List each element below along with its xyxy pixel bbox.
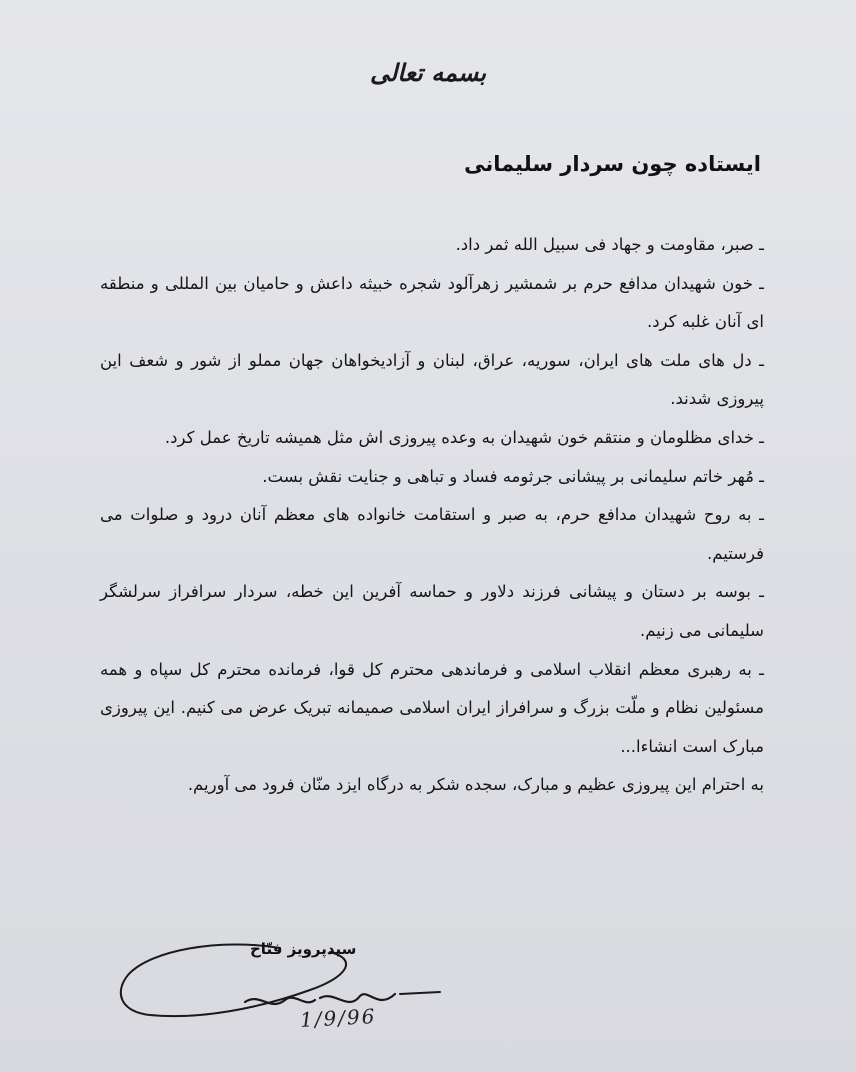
paragraph: ـ به روح شهیدان مدافع حرم، به صبر و استقامت خانواده های معظم آنان درود و صلوات می فرستیم. [100,505,764,563]
paragraph: به احترام این پیروزی عظیم و مبارک، سجده شکر به درگاه ایزد منّان فرود می آوریم. [187,775,764,795]
document-title: ایستاده چون سردار سلیمانی [464,152,761,176]
signature-date: 1/9/96 [299,1004,377,1032]
signer-name: سیدپرویز فتّاح [250,940,357,958]
paragraph: ـ دل های ملت های ایران، سوریه، عراق، لبنان و آزادیخواهان جهان مملو از شور و شعف این پیروزی شدند. [100,350,764,409]
paragraph: ـ مُهر خاتم سلیمانی بر پیشانی جرثومه فساد و تباهی و جنایت نقش بست. [262,466,764,486]
paragraph: ـ به رهبری معظم انقلاب اسلامی و فرماندهی محترم کل قوا، فرمانده محترم کل سپاه و همه مسئولین نظام و ملّت بزرگ و سرافراز ایران اسلامی صمیمانه تبریک عرض می کنیم. این پیروزی مبارک است انشاءا... [100,659,764,756]
paragraph: ـ صبر، مقاومت و جهاد فی سبیل الله ثمر داد. [455,235,764,254]
paragraph: ـ خدای مظلومان و منتقم خون شهیدان به وعده پیروزی اش مثل همیشه تاریخ عمل کرد. [164,427,764,447]
document-body [100,226,764,805]
paragraph: ـ بوسه بر دستان و پیشانی فرزند دلاور و حماسه آفرین این خطه، سردار سرافراز سرلشگر سلیمانی می زنیم. [100,582,764,640]
paragraph: ـ خون شهیدان مدافع حرم بر شمشیر زهرآلود شجره خبیثه داعش و حامیان بین المللی و منطقه ای آنان غلبه کرد. [100,273,764,332]
invocation-heading: بسمه تعالی [369,58,487,87]
